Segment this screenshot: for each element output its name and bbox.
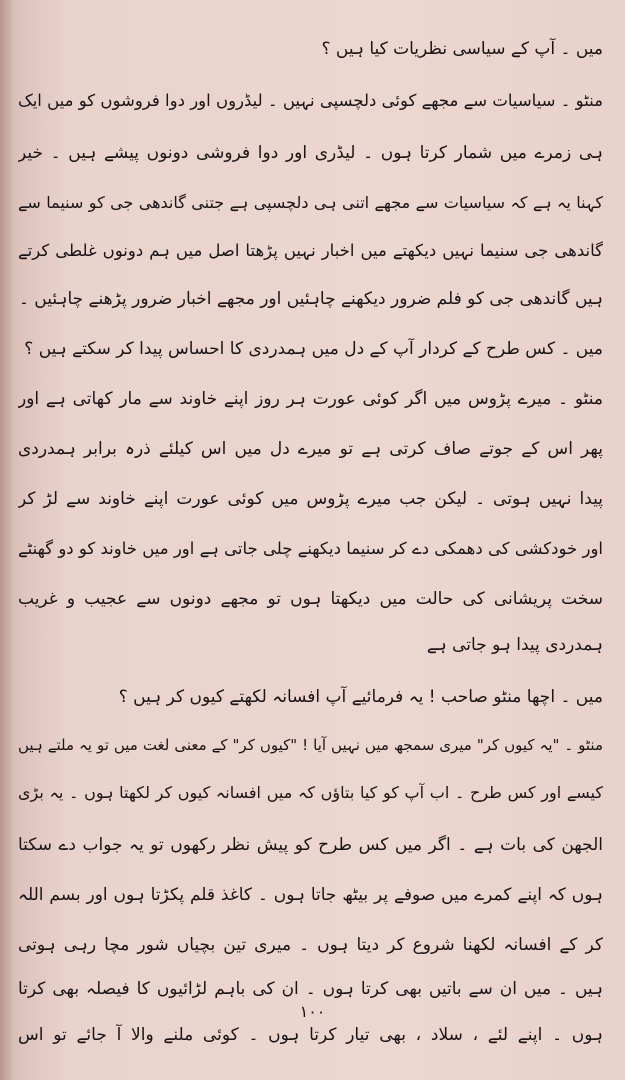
text-line: ہی زمرے میں شمار کرتا ہوں ۔ لیڈری اور دوا فروشی دونوں پیشے ہیں ۔ خیر — [18, 143, 603, 163]
text-line: منٹو ۔ سیاسیات سے مجھے کوئی دلچسپی نہیں ۔ لیڈروں اور دوا فروشوں کو میں ایک — [18, 91, 603, 110]
text-line: میں ۔ کس طرح کے کردار آپ کے دل میں ہمدردی کا احساس پیدا کر سکتے ہیں ؟ — [24, 339, 603, 359]
text-line: پھر اس کے جوتے صاف کرتی ہے تو میرے دل میں اس کیلئے ذرہ برابر ہمدردی — [18, 439, 603, 459]
text-line: کہنا یہ ہے کہ سیاسیات سے مجھے اتنی ہی دلچسپی ہے جتنی گاندھی جی کو سنیما سے — [18, 193, 603, 212]
text-line: منٹو ۔ "یہ کیوں کر" میری سمجھ میں نہیں آیا ! "کیوں کر" کے معنی لغت میں تو یہ ملتے ہیں — [18, 736, 603, 754]
text-line: میں ۔ آپ کے سیاسی نظریات کیا ہیں ؟ — [321, 39, 603, 59]
text-line: منٹو ۔ میرے پڑوس میں اگر کوئی عورت ہر روز اپنے خاوند سے مار کھاتی ہے اور — [18, 389, 603, 409]
text-line: کر کے افسانہ لکھنا شروع کر دیتا ہوں ۔ میری تین بچیاں شور مچا رہی ہوتی — [18, 935, 603, 955]
text-line: ہیں گاندھی جی کو فلم ضرور دیکھنے چاہئیں اور مجھے اخبار ضرور پڑھنے چاہئیں ۔ — [18, 289, 603, 309]
text-line: اور خودکشی کی دھمکی دے کر سنیما دیکھنے چلی جاتی ہے اور میں خاوند کو دو گھنٹے — [18, 539, 603, 558]
text-line: الجھن کی بات ہے ۔ اگر میں کس طرح کو پیش نظر رکھوں تو یہ جواب دے سکتا — [18, 835, 603, 855]
text-line: ہمدردی پیدا ہو جاتی ہے — [426, 635, 603, 655]
text-line: میں ۔ اچھا منٹو صاحب ! یہ فرمائیے آپ افسانہ لکھتے کیوں کر ہیں ؟ — [118, 687, 603, 707]
text-line: ہوں کہ اپنے کمرے میں صوفے پر بیٹھ جاتا ہوں ۔ کاغذ قلم پکڑتا ہوں اور بسم اللہ — [18, 885, 603, 905]
text-line: گاندھی جی سنیما نہیں دیکھتے میں اخبار نہیں پڑھتا اصل میں ہم دونوں غلطی کرتے — [18, 241, 603, 260]
text-line: سخت پریشانی کی حالت میں دیکھتا ہوں تو مجھے دونوں سے عجیب و غریب — [18, 589, 603, 609]
text-line: کیسے اور کس طرح ۔ اب آپ کو کیا بتاؤں کہ میں افسانہ کیوں کر لکھتا ہوں ۔ یہ بڑی — [18, 783, 603, 802]
text-line: ہوں ۔ اپنے لئے ، سلاد ، بھی تیار کرتا ہوں ۔ کوئی ملنے والا آ جائے تو اس — [18, 1025, 603, 1045]
book-spine-shadow — [0, 0, 12, 1080]
page-number: ۱۰۰ — [299, 1002, 326, 1021]
text-line: پیدا نہیں ہوتی ۔ لیکن جب میرے پڑوس میں کوئی عورت اپنے خاوند سے لڑ کر — [18, 489, 603, 509]
text-line: ہیں ۔ میں ان سے باتیں بھی کرتا ہوں ۔ ان کی باہم لڑائیوں کا فیصلہ بھی کرتا — [18, 979, 603, 999]
